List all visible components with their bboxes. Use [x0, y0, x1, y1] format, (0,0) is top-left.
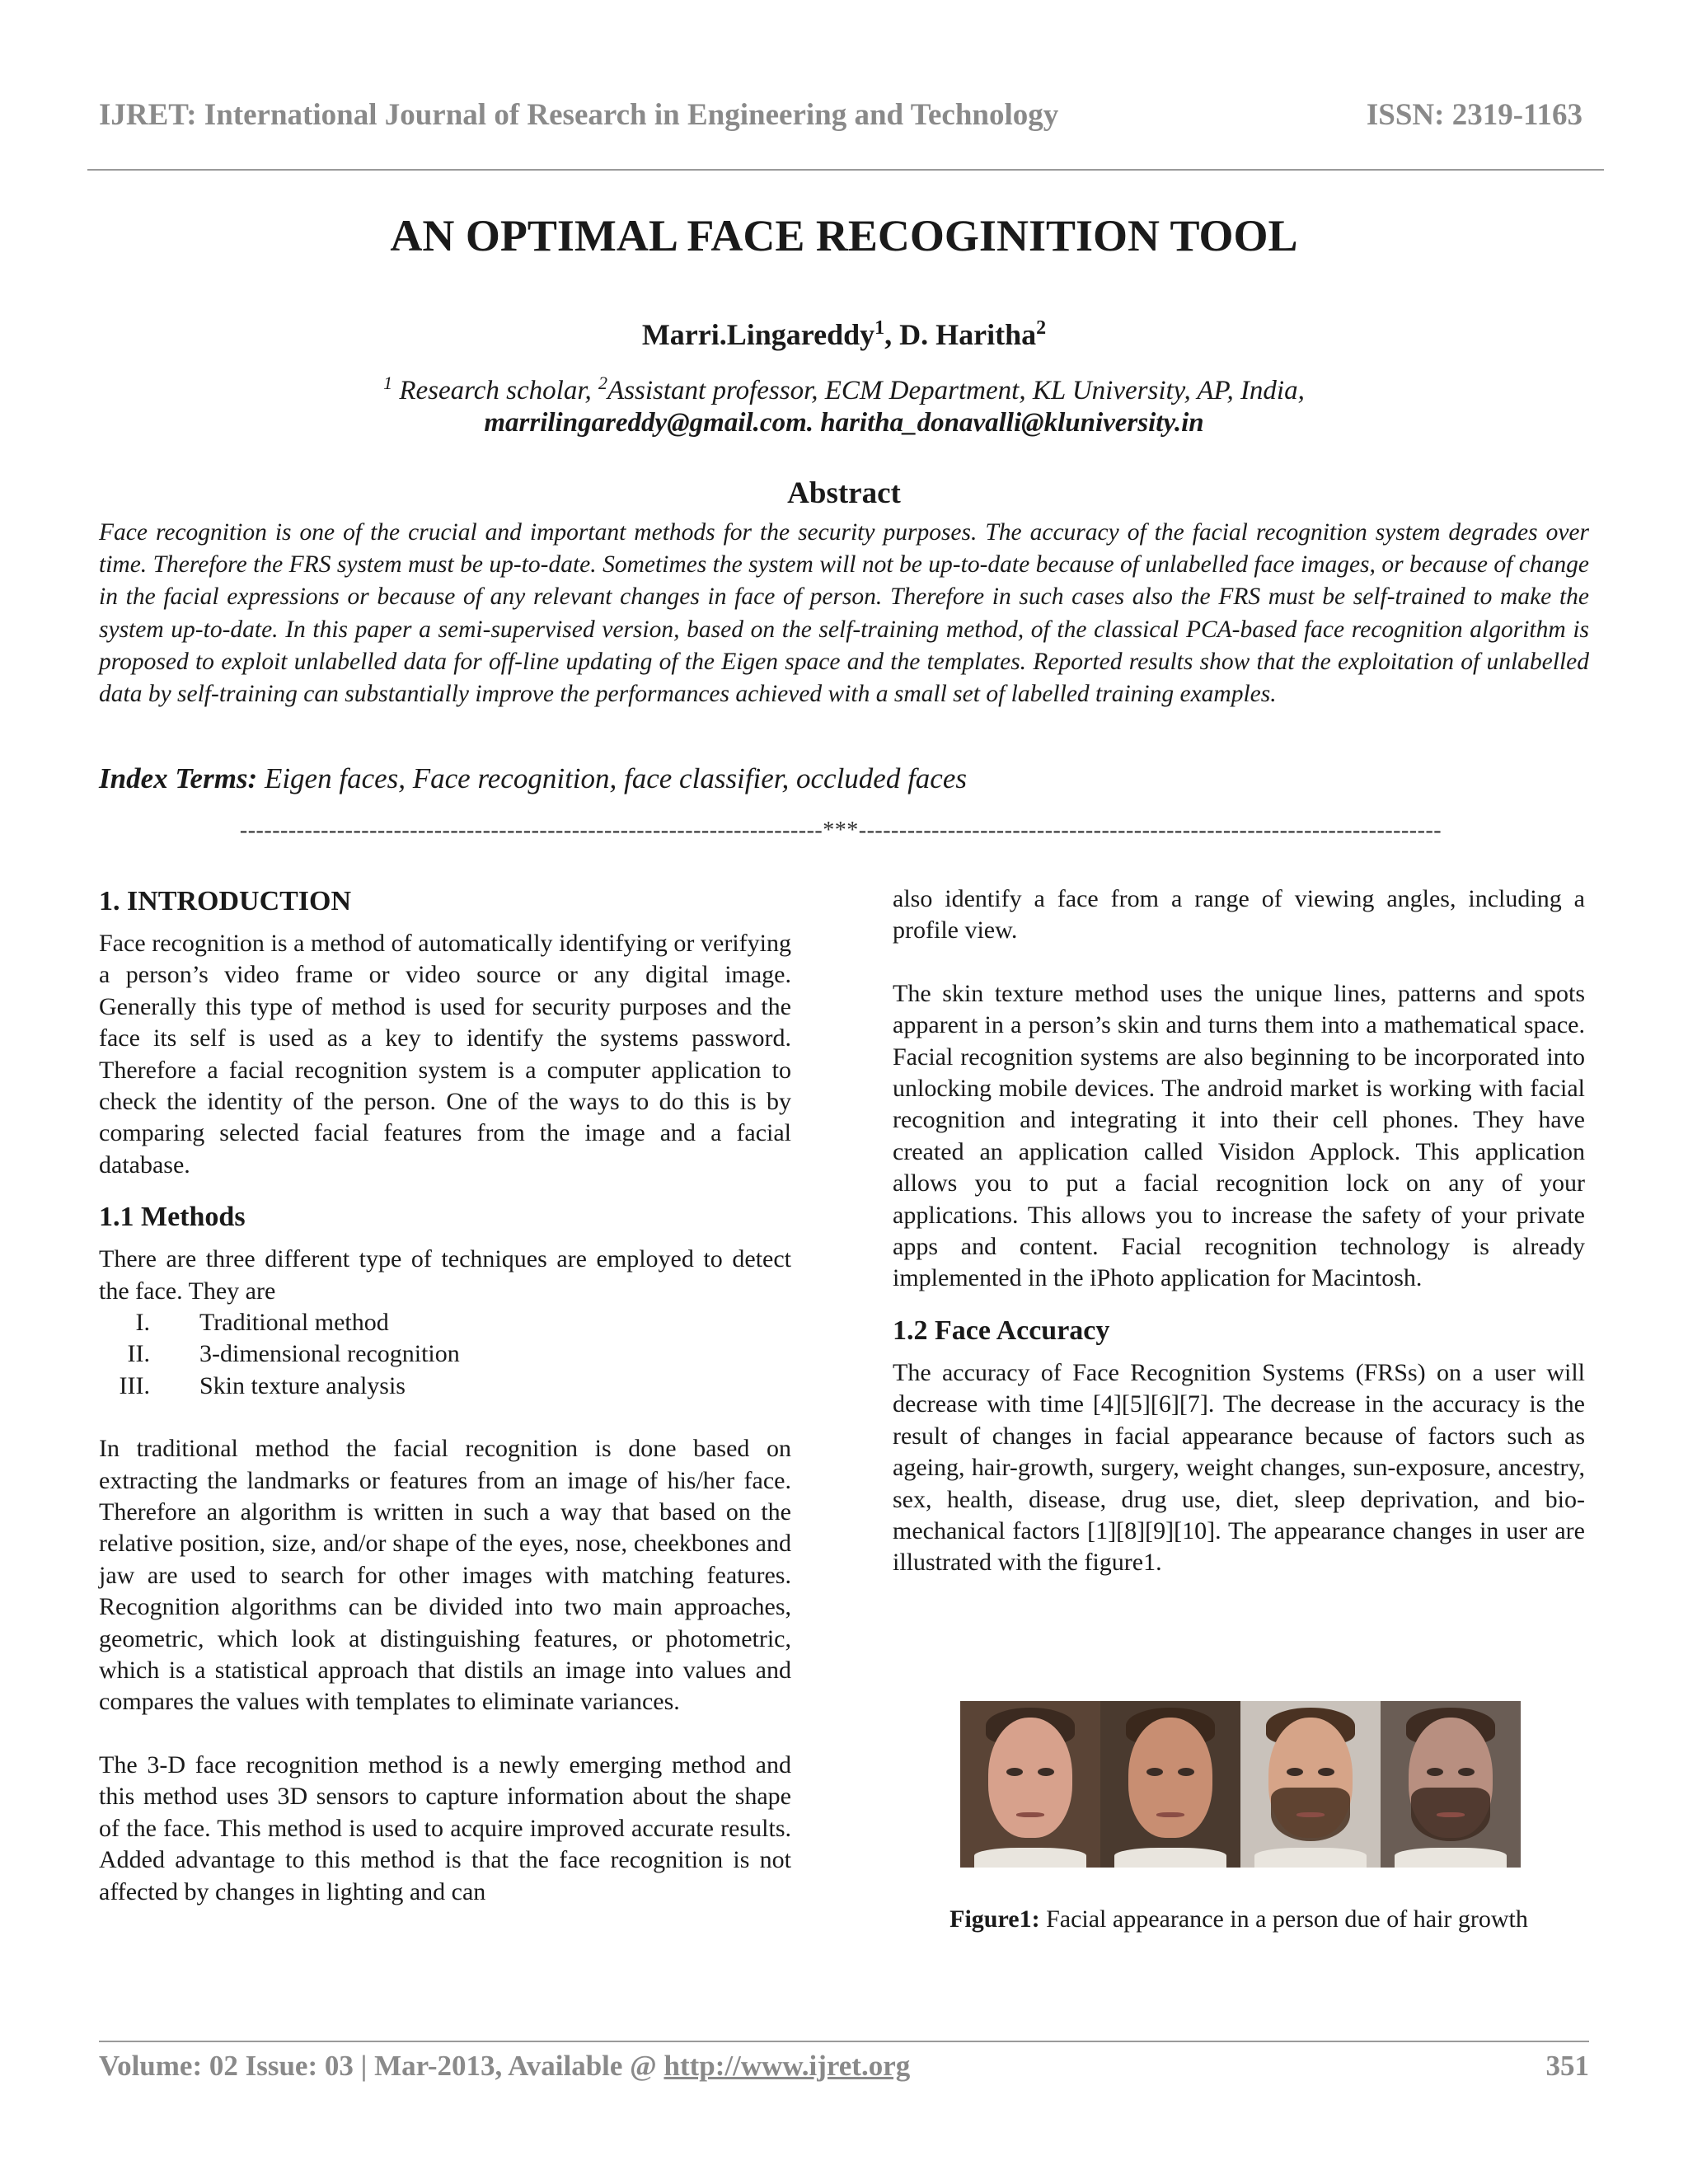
- affil-sup-2: 2: [598, 373, 608, 393]
- header-rule: [87, 169, 1604, 171]
- face-photo: [960, 1701, 1100, 1868]
- running-footer: [99, 2050, 1589, 2091]
- footer-rule: [99, 2041, 1589, 2042]
- right-eye: [1318, 1768, 1334, 1776]
- right-column: [893, 883, 1585, 1579]
- intro-heading: 1. INTRODUCTION: [99, 886, 352, 916]
- threed-paragraph: The 3-D face recognition method is a newly emerging method and this method uses 3D sensors to capture information about the shape of the face. This method is used to acquire improved accurate results. Added advantage to this method is that the face recognition is not affected by changes in lighting and can: [99, 1750, 791, 1905]
- face-photo: [1100, 1701, 1240, 1868]
- figure-caption: [893, 1905, 1585, 1933]
- caption-label: Figure1:: [950, 1905, 1040, 1933]
- accuracy-heading: 1.2 Face Accuracy: [893, 1315, 1110, 1346]
- authors: [0, 317, 1688, 352]
- author-1-sup: 1: [874, 317, 885, 339]
- abstract-heading: Abstract: [787, 476, 901, 510]
- head-shape: [1128, 1718, 1212, 1837]
- author-sep: ,: [884, 318, 900, 351]
- methods-list: [99, 1307, 791, 1402]
- affil-sup-1: 1: [383, 373, 393, 393]
- index-terms-text: Eigen faces, Face recognition, face classifier, occluded faces: [257, 762, 968, 794]
- author-emails: marrilingareddy@gmail.com. haritha_donavalli@kluniversity.in: [484, 408, 1204, 438]
- paper-title: AN OPTIMAL FACE RECOGINITION TOOL: [390, 211, 1298, 260]
- index-terms: [99, 762, 967, 795]
- shirt-collar: [1254, 1848, 1367, 1868]
- left-column: [99, 883, 791, 1908]
- running-header: [99, 97, 1582, 147]
- continued-paragraph: also identify a face from a range of viewing angles, including a profile view.: [893, 885, 1585, 944]
- traditional-paragraph: In traditional method the facial recognition is done based on extracting the landmarks or features from an image of his/her face. Therefore an algorithm is written in such a way that based on the relative position, size, and/or shape of the eyes, nose, cheekbones and jaw are used to search for other images with matching features. Recognition algorithms can be divided into two main approaches, geometric, which look at distinguishing features, or photometric, which is a statistical approach that distils an image into values and compares the values with templates to eliminate variances.: [99, 1435, 791, 1716]
- affiliation: [0, 373, 1688, 406]
- skin-texture-paragraph: The skin texture method uses the unique lines, patterns and spots apparent in a person’s skin and turns them into a mathematical space. Facial recognition systems are also beginning to be incorporated into unlocking mobile devices. The android market is working with facial recognition and integrating it into their cell phones. They have created an application called Visidon Applock. This application allows you to put a facial recognition lock on any of your applications. This allows you to increase the safety of your private apps and content. Facial recognition technology is already implemented in the iPhoto application for Macintosh.: [893, 979, 1585, 1292]
- author-1: Marri.Lingareddy: [641, 318, 875, 351]
- author-2: D. Haritha: [899, 318, 1037, 351]
- methods-paragraph: There are three different type of techniques are employed to detect the face. They are: [99, 1245, 791, 1305]
- right-eye: [1038, 1768, 1054, 1776]
- journal-name: IJRET: International Journal of Research in Engineering and Technology: [99, 98, 1059, 132]
- section-separator: ------------------------------------------------------------------------***------------------------------------------------------------------------: [239, 818, 1442, 843]
- affil-role-1: Research scholar,: [392, 376, 599, 405]
- right-eye: [1178, 1768, 1194, 1776]
- list-item: I. Traditional method: [135, 1309, 389, 1337]
- list-item: II. 3-dimensional recognition: [127, 1340, 460, 1368]
- intro-paragraph: Face recognition is a method of automatically identifying or verifying a person’s video frame or video source or any digital image. Generally this type of method is used for security purposes and the face its self is used as a key to identify the systems password. Therefore a facial recognition system is a computer application to check the identity of the person. One of the ways to do this is by comparing selected facial features from the image and a facial database.: [99, 930, 791, 1179]
- shirt-collar: [1395, 1848, 1507, 1868]
- mouth-shape: [1437, 1812, 1465, 1817]
- journal-link[interactable]: http://www.ijret.org: [663, 2050, 911, 2082]
- face-photo: [1240, 1701, 1381, 1868]
- face-photo: [1381, 1701, 1521, 1868]
- list-item: III. Skin texture analysis: [119, 1371, 406, 1399]
- right-eye: [1458, 1768, 1475, 1776]
- mouth-shape: [1016, 1812, 1044, 1817]
- issn: ISSN: 2319-1163: [1366, 98, 1582, 132]
- affil-rest: Assistant professor, ECM Department, KL University, AP, India,: [607, 376, 1305, 405]
- index-terms-label: Index Terms:: [99, 762, 258, 794]
- mouth-shape: [1156, 1812, 1184, 1817]
- accuracy-paragraph: The accuracy of Face Recognition Systems (FRSs) on a user will decrease with time [4][5][6][7]. The decrease in the accuracy is the result of changes in facial appearance because of factors such as ageing, hair-growth, surgery, weight changes, sun-exposure, ancestry, sex, health, disease, drug use, diet, sleep deprivation, and bio-mechanical factors [1][8][9][10]. The appearance changes in user are illustrated with the figure1.: [893, 1358, 1585, 1577]
- page-number: 351: [1545, 2050, 1589, 2082]
- methods-heading: 1.1 Methods: [99, 1202, 246, 1233]
- figure-1-image: [960, 1701, 1521, 1868]
- author-2-sup: 2: [1036, 317, 1047, 339]
- shirt-collar: [1114, 1848, 1226, 1868]
- shirt-collar: [974, 1848, 1086, 1868]
- abstract-text: Face recognition is one of the crucial and important methods for the security purposes. The accuracy of the facial recognition system degrades over time. Therefore the FRS system must be up-to-date. Sometimes the system will not be up-to-date because of unlabelled face images, or because of change in the facial expressions or because of any relevant changes in face of person. Therefore in such cases also the FRS must be self-trained to make the system up-to-date. In this paper a semi-supervised version, based on the self-training method, of the classical PCA-based face recognition algorithm is proposed to exploit unlabelled data for off-line updating of the Eigen space and the templates. Reported results show that the exploitation of unlabelled data by self-training can substantially improve the performances achieved with a small set of labelled training examples.: [99, 519, 1589, 708]
- footer-volume: Volume: 02 Issue: 03 | Mar-2013, Available @ http://www.ijret.org: [99, 2050, 911, 2082]
- mouth-shape: [1296, 1812, 1325, 1817]
- head-shape: [988, 1718, 1072, 1837]
- caption-text: Facial appearance in a person due of hair growth: [1039, 1905, 1528, 1933]
